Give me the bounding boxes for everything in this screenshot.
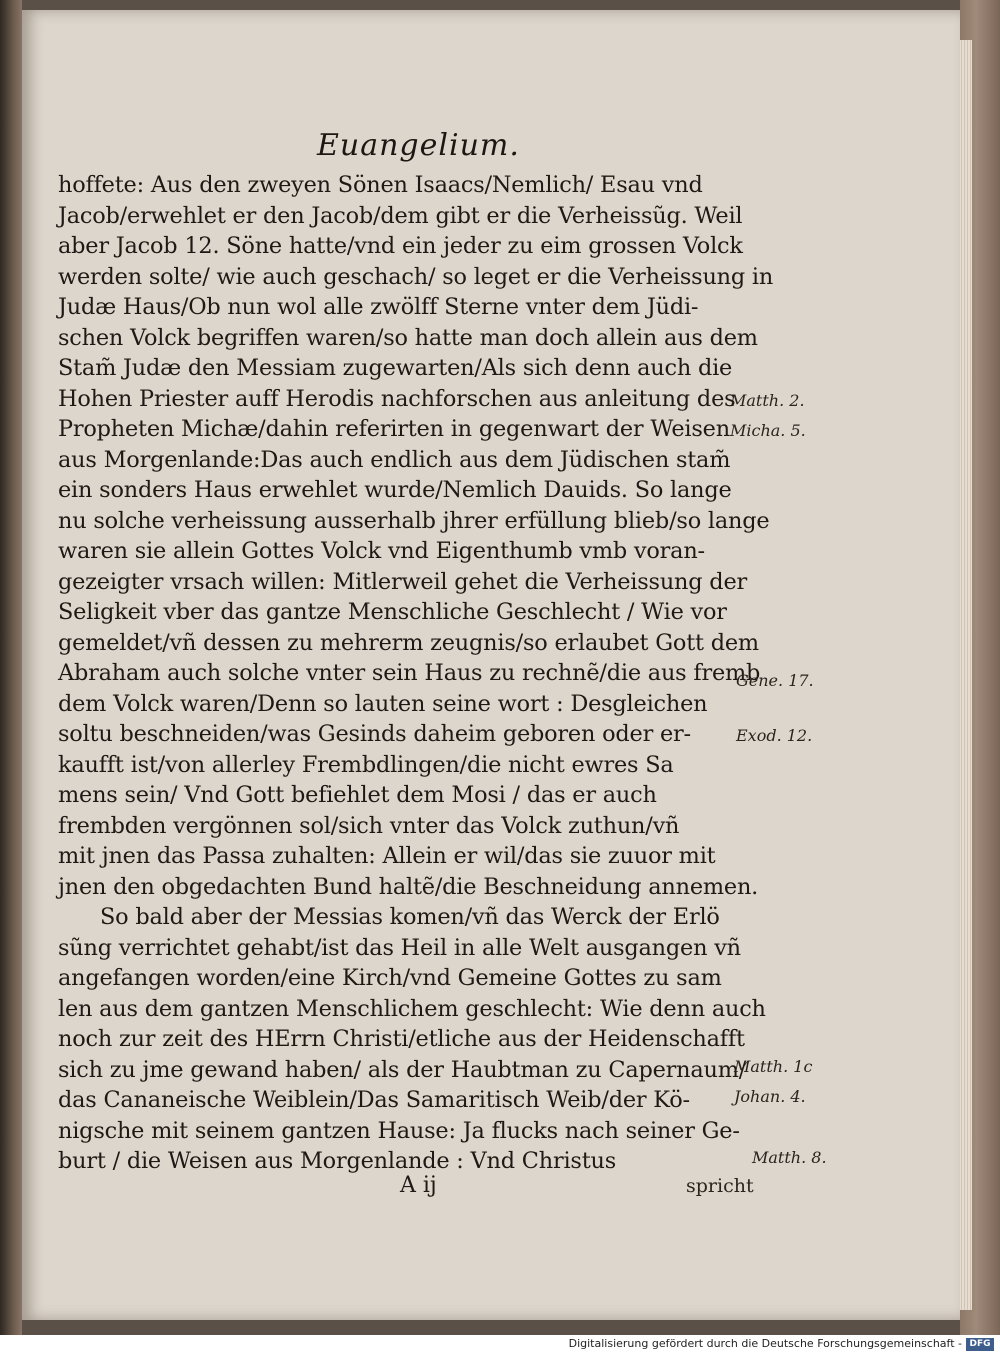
- marginal-note-gene-17: Gene. 17.: [736, 671, 814, 690]
- text-line: sũng verrichtet gehabt/ist das Heil in alle Welt ausgangen vñ: [58, 934, 741, 961]
- text-line: Judæ Haus/Ob nun wol alle zwölff Sterne vnter dem Jüdi-: [58, 294, 699, 320]
- text-line: mit jnen das Passa zuhalten: Allein er wil/das sie zuuor mit: [58, 843, 716, 869]
- marginal-note-matth-2: Matth. 2.: [730, 391, 805, 410]
- text-line: waren sie allein Gottes Volck vnd Eigenthumb vmb voran-: [58, 538, 705, 564]
- text-line: Jacob/erwehlet er den Jacob/dem gibt er die Verheissũg. Weil: [58, 202, 743, 229]
- text-line: soltu beschneiden/was Gesinds daheim geboren oder er-: [58, 721, 691, 747]
- text-line: kaufft ist/von allerley Frembdlingen/die nicht ewres Sa: [58, 751, 674, 778]
- book-page: [22, 10, 960, 1320]
- text-line: len aus dem gantzen Menschlichem geschlecht: Wie denn auch: [58, 995, 766, 1022]
- dfg-logo: DFG: [966, 1338, 994, 1351]
- marginal-note-matth-8: Matth. 8.: [752, 1148, 827, 1167]
- text-line: sich zu jme gewand haben/ als der Haubtman zu Capernaum/: [58, 1056, 747, 1083]
- text-line: Seligkeit vber das gantze Menschliche Geschlecht / Wie vor: [58, 599, 727, 625]
- text-line: Stam̃ Judæ den Messiam zugewarten/Als sich denn auch die: [58, 355, 733, 381]
- text-line: aus Morgenlande:Das auch endlich aus dem Jüdischen stam̃: [58, 446, 731, 473]
- text-line: werden solte/ wie auch geschach/ so leget er die Verheissung in: [58, 263, 774, 290]
- text-line: ein sonders Haus erwehlet wurde/Nemlich Dauids. So lange: [58, 477, 732, 503]
- paragraph-start-line: So bald aber der Messias komen/vñ das Werck der Erlö: [100, 904, 720, 930]
- text-line: nu solche verheissung ausserhalb jhrer erfüllung blieb/so lange: [58, 507, 770, 534]
- catchword: spricht: [686, 1175, 754, 1197]
- text-line: aber Jacob 12. Söne hatte/vnd ein jeder zu eim grossen Volck: [58, 233, 743, 259]
- text-line: gemeldet/vñ dessen zu mehrerm zeugnis/so erlaubet Gott dem: [58, 629, 759, 656]
- marginal-note-matth-1: Matth. 1c: [734, 1057, 813, 1076]
- text-line: mens sein/ Vnd Gott befiehlet dem Mosi / das er auch: [58, 782, 657, 808]
- text-line: das Cananeische Weiblein/Das Samaritisch Weib/der Kö-: [58, 1087, 690, 1113]
- text-line: Hohen Priester auff Herodis nachforschen aus anleitung des: [58, 385, 736, 412]
- text-line: burt / die Weisen aus Morgenlande : Vnd Christus: [58, 1148, 617, 1174]
- text-line: gezeigter vrsach willen: Mitlerweil gehet die Verheissung der: [58, 568, 747, 595]
- marginal-note-johan-4: Johan. 4.: [734, 1087, 806, 1106]
- text-line: angefangen worden/eine Kirch/vnd Gemeine Gottes zu sam: [58, 965, 722, 991]
- text-line: dem Volck waren/Denn so lauten seine wort : Desgleichen: [58, 690, 708, 717]
- signature-mark: A ij: [400, 1173, 437, 1198]
- funding-credit: Digitalisierung gefördert durch die Deutsche Forschungsgemeinschaft -: [568, 1337, 962, 1350]
- text-line: Abraham auch solche vnter sein Haus zu rechnẽ/die aus fremb: [58, 660, 761, 686]
- text-line: Propheten Michæ/dahin referirten in gegenwart der Weisen: [58, 416, 730, 442]
- marginal-note-micha-5: Micha. 5.: [730, 421, 806, 440]
- text-line: jnen den obgedachten Bund haltẽ/die Beschneidung annemen.: [58, 873, 759, 900]
- footer-bar: [0, 1335, 1000, 1354]
- text-line: frembden vergönnen sol/sich vnter das Volck zuthun/vñ: [58, 812, 680, 839]
- text-line: noch zur zeit des HErrn Christi/etliche aus der Heidenschafft: [58, 1026, 745, 1052]
- text-line: hoffete: Aus den zweyen Sönen Isaacs/Nemlich/ Esau vnd: [58, 172, 703, 198]
- text-line: schen Volck begriffen waren/so hatte man doch allein aus dem: [58, 324, 758, 351]
- running-header: Euangelium.: [317, 128, 520, 163]
- marginal-note-exod-12: Exod. 12.: [736, 726, 813, 745]
- text-line: nigsche mit seinem gantzen Hause: Ja flucks nach seiner Ge-: [58, 1117, 740, 1144]
- book-cover-left: [0, 0, 22, 1335]
